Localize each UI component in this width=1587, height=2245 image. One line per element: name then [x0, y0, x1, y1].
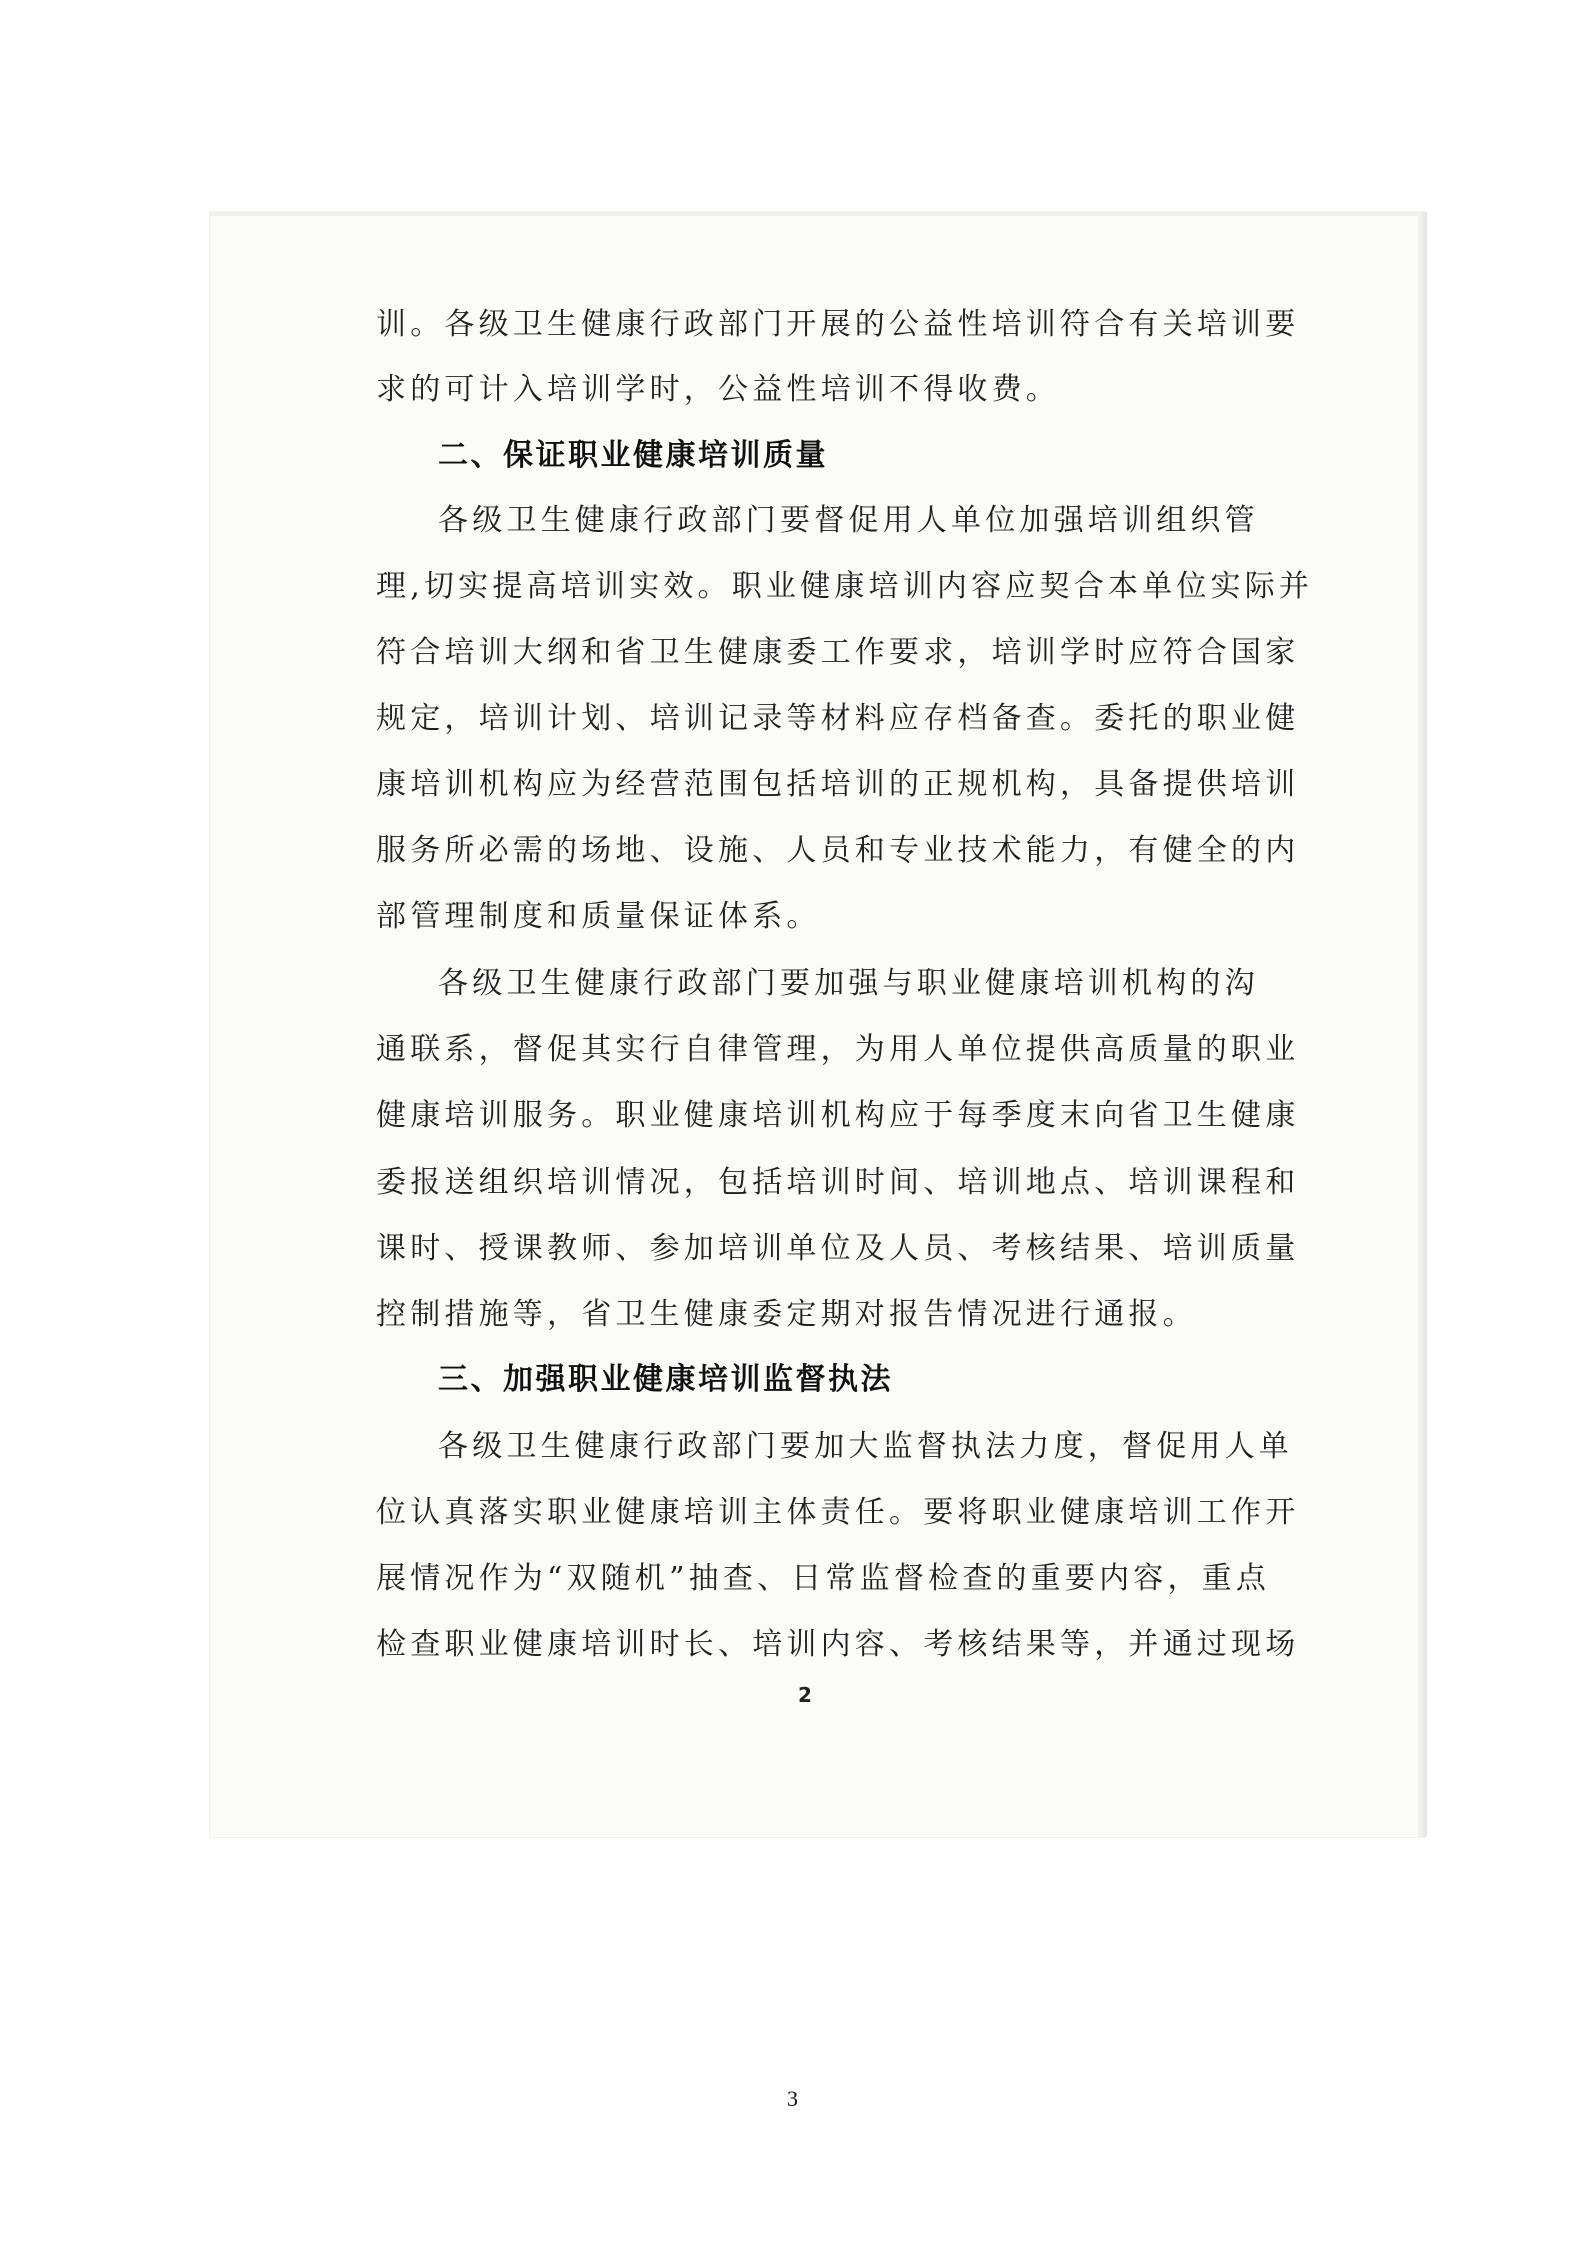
scan-top-edge	[210, 212, 1425, 216]
paragraph-start: 各级卫生健康行政部门要督促用人单位加强培训组织管	[438, 503, 1259, 538]
text-line: 康培训机构应为经营范围包括培训的正规机构，具备提供培训	[376, 767, 1300, 802]
text-line: 控制措施等，省卫生健康委定期对报告情况进行通报。	[376, 1297, 1197, 1332]
scanned-page-number: 2	[798, 1683, 812, 1707]
section-heading-2: 二、保证职业健康培训质量	[438, 438, 828, 473]
paragraph-start: 各级卫生健康行政部门要加大监督执法力度，督促用人单	[438, 1429, 1293, 1464]
text-line: 展情况作为“双随机”抽查、日常监督检查的重要内容，重点	[376, 1561, 1271, 1596]
paragraph-start: 各级卫生健康行政部门要加强与职业健康培训机构的沟	[438, 966, 1259, 1001]
text-line: 位认真落实职业健康培训主体责任。要将职业健康培训工作开	[376, 1495, 1300, 1530]
text-line: 训。各级卫生健康行政部门开展的公益性培训符合有关培训要	[376, 307, 1300, 342]
text-line: 理,切实提高培训实效。职业健康培训内容应契合本单位实际并	[376, 569, 1314, 604]
text-line: 委报送组织培训情况，包括培训时间、培训地点、培训课程和	[376, 1165, 1300, 1200]
text-line: 部管理制度和质量保证体系。	[376, 899, 821, 934]
text-line: 健康培训服务。职业健康培训机构应于每季度末向省卫生健康	[376, 1098, 1300, 1133]
page-number: 3	[787, 2086, 798, 2111]
text-line: 求的可计入培训学时，公益性培训不得收费。	[376, 372, 1060, 407]
text-line: 通联系，督促其实行自律管理，为用人单位提供高质量的职业	[376, 1032, 1300, 1067]
text-line: 符合培训大纲和省卫生健康委工作要求，培训学时应符合国家	[376, 635, 1300, 670]
section-heading-3: 三、加强职业健康培训监督执法	[438, 1362, 893, 1397]
text-line: 服务所必需的场地、设施、人员和专业技术能力，有健全的内	[376, 833, 1300, 868]
scan-right-edge	[1418, 212, 1427, 1837]
text-line: 检查职业健康培训时长、培训内容、考核结果等，并通过现场	[376, 1627, 1300, 1662]
text-line: 规定，培训计划、培训记录等材料应存档备查。委托的职业健	[376, 701, 1300, 736]
text-line: 课时、授课教师、参加培训单位及人员、考核结果、培训质量	[376, 1231, 1300, 1266]
